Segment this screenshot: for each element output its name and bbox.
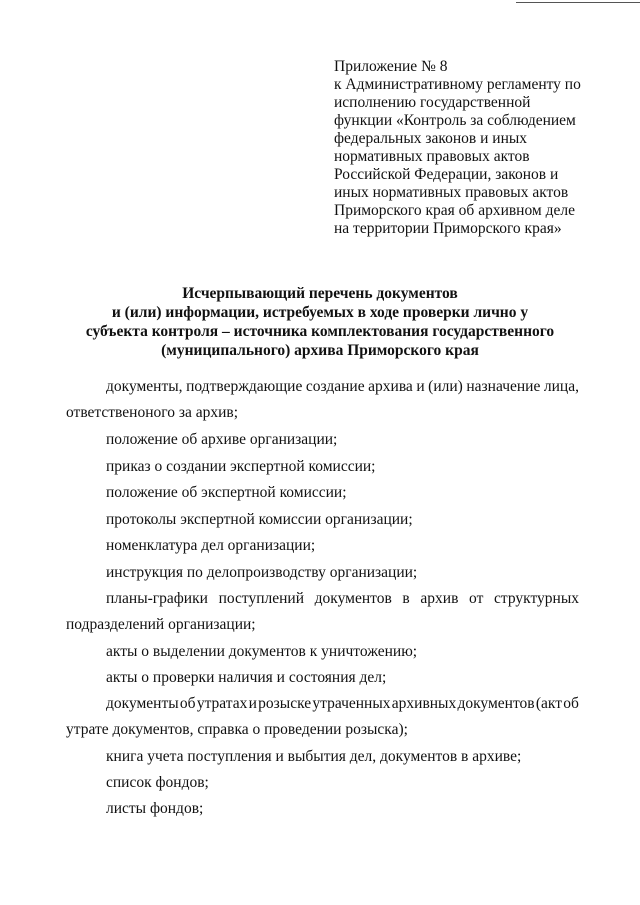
word: назначение (466, 378, 541, 395)
word: архива (368, 378, 413, 395)
word: подтверждающие (186, 378, 303, 395)
annex-line: Приморского края об архивном деле (334, 202, 575, 219)
title-line: Исчерпывающий перечень документов (182, 285, 458, 302)
list-item-11-line1 (66, 695, 579, 713)
word: документы, (106, 378, 183, 395)
list-item-2: положение об архиве организации; (106, 431, 338, 448)
list-item-12: книга учета поступления и выбытия дел, документов в архиве; (106, 748, 522, 765)
word: розыске (258, 695, 312, 712)
word: документы (106, 695, 179, 712)
word: создание (305, 378, 365, 395)
annex-header (334, 58, 624, 238)
annex-line: на территории Приморского края» (334, 220, 562, 237)
word: и (416, 378, 425, 395)
document-title (60, 284, 580, 360)
annex-line: к Административному регламенту по (334, 76, 581, 93)
title-line: субъекта контроля – источника комплектования государственного (85, 323, 555, 340)
annex-line: Российской Федерации, законов и (334, 166, 559, 183)
annex-line: иных нормативных правовых актов (334, 184, 569, 201)
list-item-6: номенклатура дел организации; (106, 537, 316, 554)
list-item-11-line2: утрате документов, справка о проведении розыска); (66, 721, 408, 738)
list-item-14: листы фондов; (106, 800, 204, 817)
list-item-13: список фондов; (106, 774, 209, 791)
list-item-1-line2: ответственоного за архив; (66, 404, 239, 421)
annex-line: функции «Контроль за соблюдением (334, 112, 576, 129)
word: лица, (543, 378, 579, 395)
list-item-8-line1 (66, 590, 579, 608)
word: (или) (428, 378, 463, 395)
word: структурных (494, 590, 579, 607)
word: (акт (535, 695, 562, 712)
word: в (402, 590, 410, 607)
list-item-10: акты о проверки наличия и состояния дел; (106, 669, 387, 686)
annex-line: федеральных законов и иных (334, 130, 528, 147)
list-item-4: положение об экспертной комиссии; (106, 484, 347, 501)
word: и (248, 695, 257, 712)
list-item-8-line2: подразделений организации; (66, 616, 256, 633)
title-line: и (или) информации, истребуемых в ходе проверки лично у (111, 304, 529, 321)
word: документов (314, 590, 392, 607)
word: архивных (391, 695, 457, 712)
word: от (469, 590, 484, 607)
list-item-3: приказ о создании экспертной комиссии; (106, 458, 376, 475)
annex-line: исполнению государственной (334, 94, 531, 111)
list-item-1-line1 (66, 378, 579, 396)
annex-line: нормативных правовых актов (334, 148, 530, 165)
scan-edge-line (516, 2, 640, 3)
list-item-5: протоколы экспертной комиссии организации; (106, 511, 413, 528)
word: утратах (196, 695, 248, 712)
word: документов (457, 695, 535, 712)
list-item-9: акты о выделении документов к уничтожению; (106, 643, 418, 660)
title-line: (муниципального) архива Приморского края (161, 342, 479, 359)
annex-number: Приложение № 8 (334, 58, 448, 75)
word: архив (420, 590, 459, 607)
list-item-7: инструкция по делопроизводству организации; (106, 564, 418, 581)
word: об (179, 695, 196, 712)
word: поступлений (218, 590, 305, 607)
word: утраченных (312, 695, 391, 712)
word: планы-графики (106, 590, 208, 607)
word: об (563, 695, 579, 712)
